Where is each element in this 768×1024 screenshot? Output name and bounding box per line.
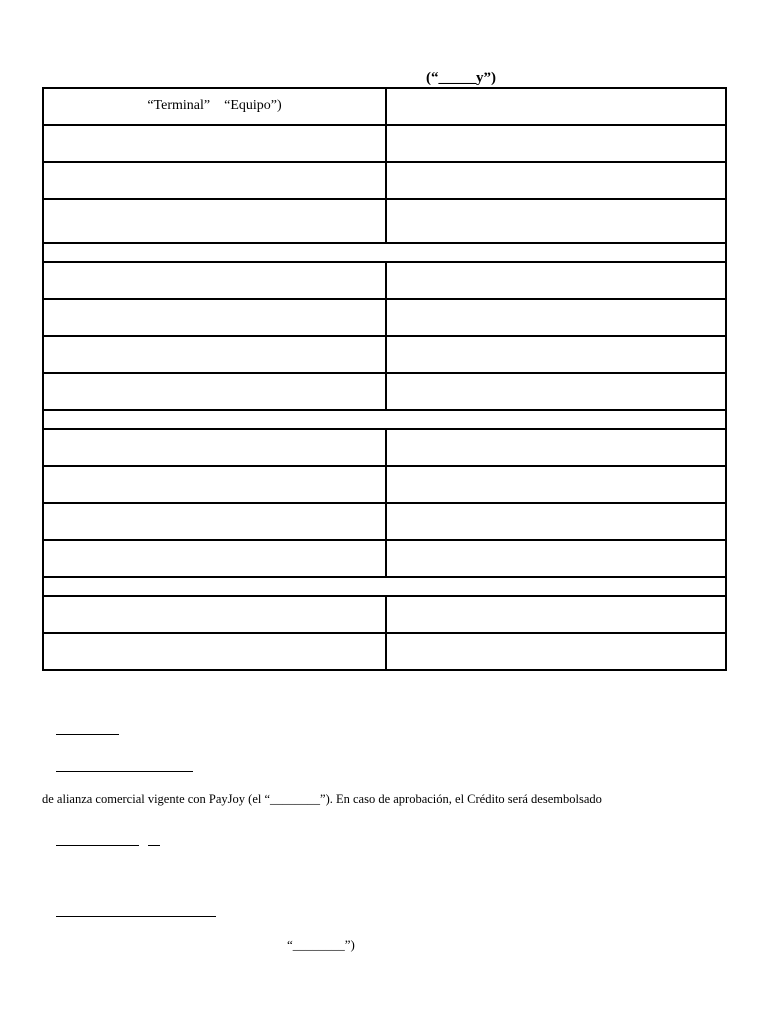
table-label-cell [43, 540, 386, 577]
table-label-cell [43, 336, 386, 373]
table-row [43, 262, 726, 299]
table-value-cell [386, 596, 726, 633]
table-row [43, 162, 726, 199]
section-separator-cell [43, 243, 726, 262]
section-separator-cell [43, 577, 726, 596]
alianza-paragraph: de alianza comercial vigente con PayJoy (el “________”). En caso de aprobación, el Crédito será desembolsado [42, 792, 602, 806]
table-row [43, 299, 726, 336]
table-row [43, 125, 726, 162]
table-value-cell [386, 336, 726, 373]
underline-heading-4 [56, 916, 216, 917]
table-row [43, 336, 726, 373]
table-value-cell [386, 162, 726, 199]
table-value-cell [386, 262, 726, 299]
table-label-cell [43, 503, 386, 540]
table-row [43, 503, 726, 540]
section-separator-cell [43, 410, 726, 429]
underline-heading-1 [56, 734, 119, 735]
table-value-cell [386, 199, 726, 243]
table-row [43, 633, 726, 670]
table-value-cell [386, 88, 726, 125]
table-label-cell [43, 199, 386, 243]
underline-heading-3 [56, 845, 139, 846]
terminal-equipo-label: “Terminal” “Equipo”) [147, 98, 282, 113]
table-label-cell [43, 162, 386, 199]
table-value-cell [386, 373, 726, 410]
table-value-cell [386, 299, 726, 336]
table-label-cell [43, 466, 386, 503]
table-value-cell [386, 429, 726, 466]
section-separator-row [43, 577, 726, 596]
table-row [43, 540, 726, 577]
table-row [43, 373, 726, 410]
section-separator-row [43, 243, 726, 262]
underline-heading-3b [148, 845, 160, 846]
table-label-cell [43, 262, 386, 299]
table-value-cell [386, 466, 726, 503]
section-separator-row [43, 410, 726, 429]
table-label-cell [43, 299, 386, 336]
table-row [43, 88, 726, 125]
table-value-cell [386, 633, 726, 670]
table-label-cell [43, 429, 386, 466]
table-row [43, 596, 726, 633]
table-row [43, 429, 726, 466]
table-label-cell [43, 633, 386, 670]
table-label-cell [43, 88, 386, 125]
table-label-cell [43, 596, 386, 633]
table-row [43, 199, 726, 243]
table-label-cell [43, 125, 386, 162]
document-header-title: (“_____y”) [426, 70, 496, 86]
table-value-cell [386, 540, 726, 577]
closing-quote-blank: “________”) [287, 937, 355, 952]
underline-heading-2 [56, 771, 193, 772]
table-label-cell [43, 373, 386, 410]
terms-table [42, 87, 727, 671]
table-row [43, 466, 726, 503]
table-value-cell [386, 503, 726, 540]
table-value-cell [386, 125, 726, 162]
